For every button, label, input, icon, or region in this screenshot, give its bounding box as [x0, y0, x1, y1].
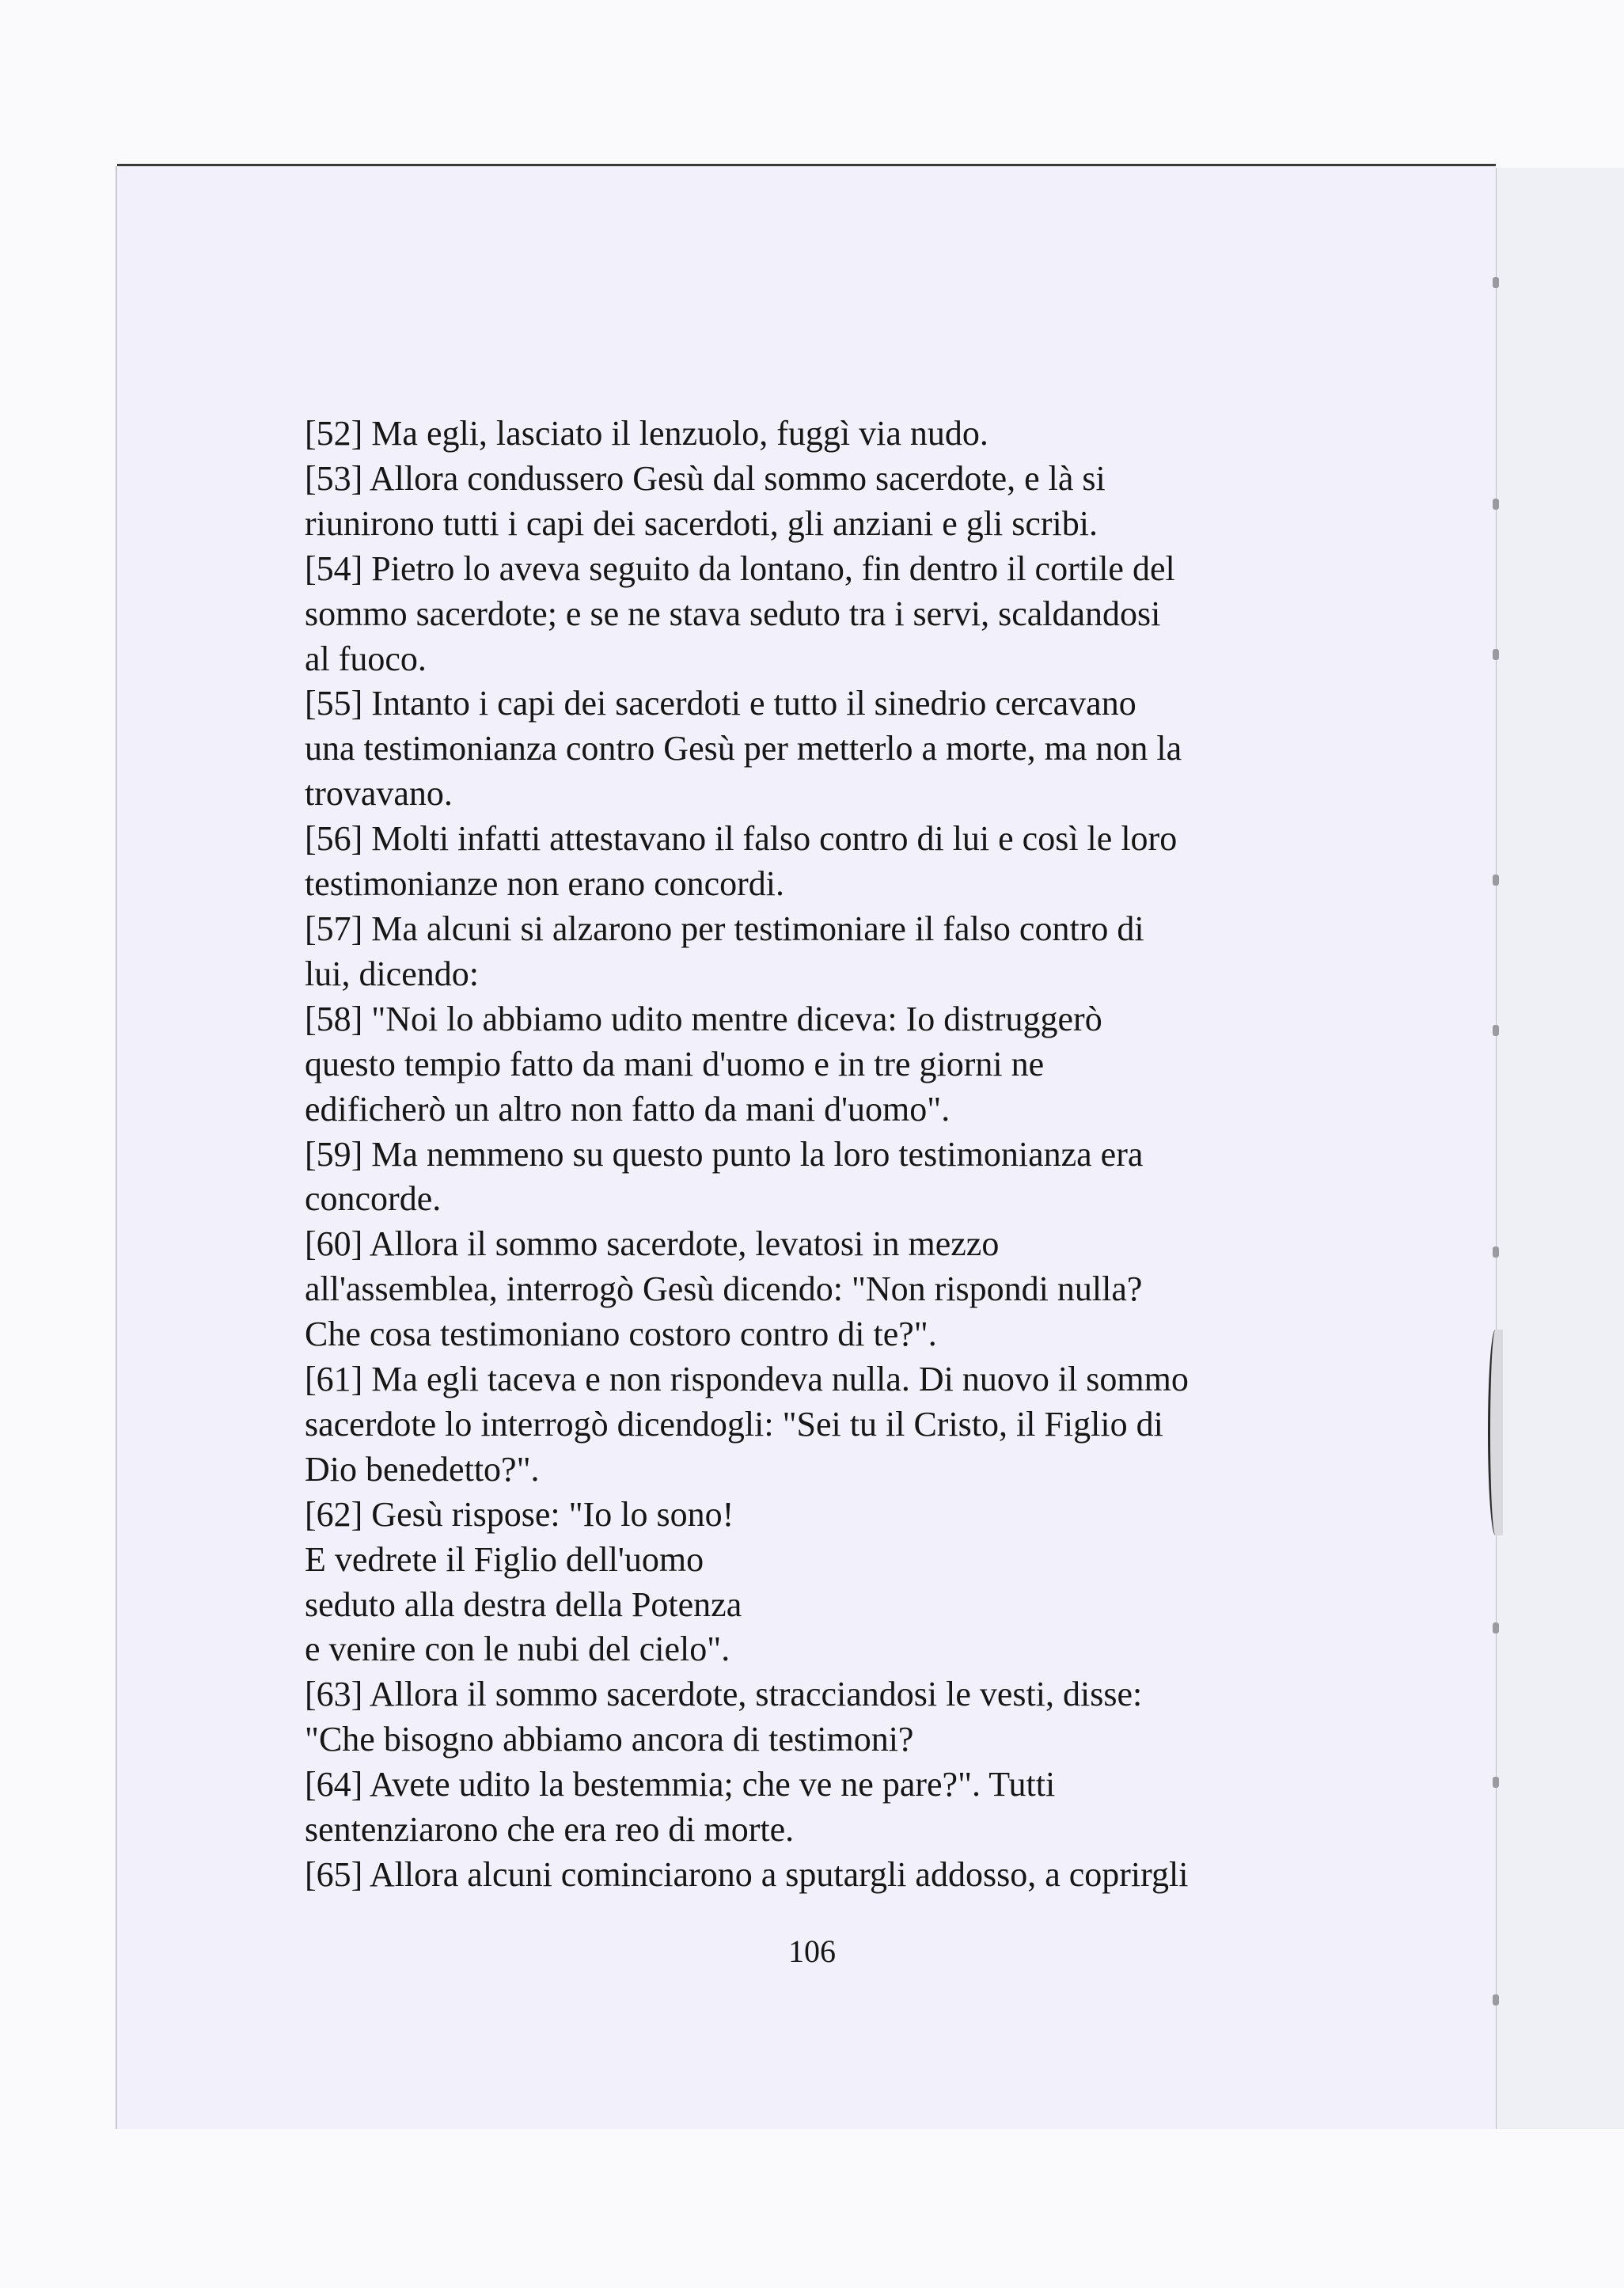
verse-text-block [305, 412, 1334, 1898]
staple-mark [1493, 499, 1499, 510]
staple-mark [1493, 1025, 1499, 1036]
page-number-label: 106 [788, 1933, 836, 1969]
verse-59: [59] Ma nemmeno su questo punto la loro testimonianza era concorde. [305, 1134, 1144, 1219]
page-number [0, 1933, 1624, 1970]
verse-64: [64] Avete udito la bestemmia; che ve ne pare?". Tutti sentenziarono che era reo di morte. [305, 1765, 1056, 1850]
staple-mark [1493, 1246, 1499, 1258]
staple-mark [1493, 277, 1499, 288]
verse-62: [62] Gesù rispose: "Io lo sono! E vedrete il Figlio dell'uomo seduto alla destra della Potenza e venire con le nubi del cielo". [305, 1494, 742, 1669]
verse-63: [63] Allora il sommo sacerdote, stracciandosi le vesti, disse: "Che bisogno abbiamo ancora di testimoni? [305, 1675, 1143, 1759]
verse-56: [56] Molti infatti attestavano il falso contro di lui e così le loro testimonianze non erano concordi. [305, 819, 1178, 904]
staple-mark [1493, 1622, 1499, 1633]
verse-60: [60] Allora il sommo sacerdote, levatosi in mezzo all'assemblea, interrogò Gesù dicendo: "Non rispondi nulla? Che cosa testimoniano costoro contro di te?". [305, 1224, 1143, 1354]
verse-61: [61] Ma egli taceva e non rispondeva nulla. Di nuovo il sommo sacerdote lo interrogò dicendogli: "Sei tu il Cristo, il Figlio di Dio benedetto?". [305, 1360, 1189, 1489]
facing-page-edge [1496, 168, 1624, 2129]
verse-54: [54] Pietro lo aveva seguito da lontano, fin dentro il cortile del sommo sacerdote; e se ne stava seduto tra i servi, scaldandosi al fuoco. [305, 548, 1175, 678]
verse-52: [52] Ma egli, lasciato il lenzuolo, fuggì via nudo. [305, 414, 988, 453]
staple-mark [1493, 875, 1499, 886]
staple-mark [1493, 1994, 1499, 2005]
verse-58: [58] "Noi lo abbiamo udito mentre diceva: Io distruggerò questo tempio fatto da mani d'uomo e in tre giorni ne edificherò un altro non fatto da mani d'uomo". [305, 999, 1102, 1129]
spine-tear [1488, 1330, 1503, 1535]
verse-53: [53] Allora condussero Gesù dal sommo sacerdote, e là si riunirono tutti i capi dei sacerdoti, gli anziani e gli scribi. [305, 458, 1106, 543]
staple-mark [1493, 1777, 1499, 1788]
verse-55: [55] Intanto i capi dei sacerdoti e tutto il sinedrio cercavano una testimonianza contro Gesù per metterlo a morte, ma non la trovavano. [305, 684, 1182, 814]
staple-mark [1493, 649, 1499, 660]
verse-65: [65] Allora alcuni cominciarono a sputargli addosso, a coprirgli [305, 1855, 1189, 1894]
verse-57: [57] Ma alcuni si alzarono per testimoniare il falso contro di lui, dicendo: [305, 909, 1144, 993]
